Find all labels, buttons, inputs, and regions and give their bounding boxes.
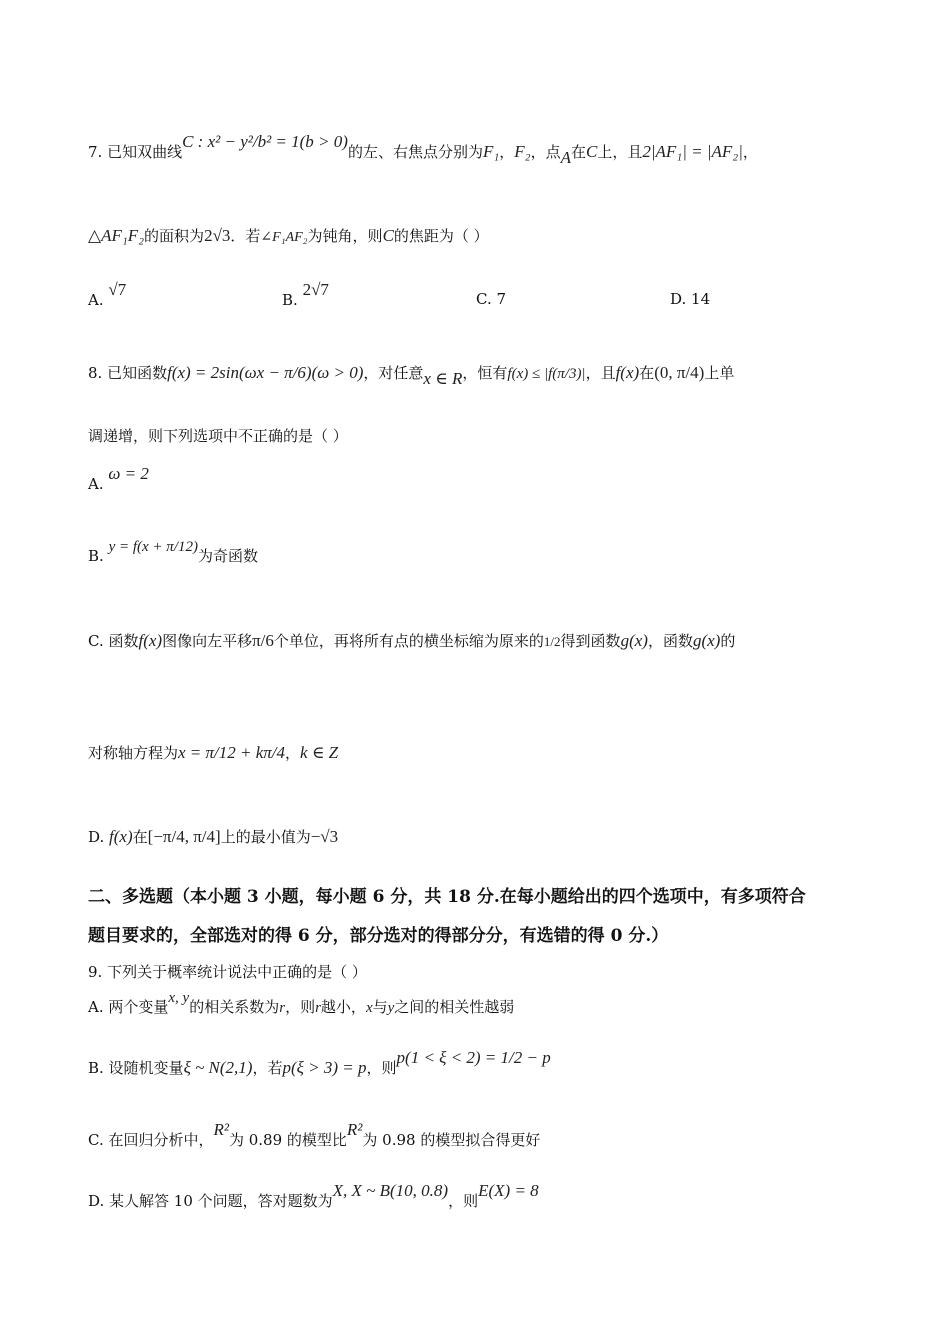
- option-math: p(ξ > 3) = p: [282, 1058, 367, 1077]
- q7-text: ，: [742, 143, 758, 161]
- option-text: 个单位，再将所有点的横坐标缩为原来的: [273, 632, 544, 650]
- q7-triangle: △AF₁F₂: [88, 226, 145, 245]
- option-label: A.: [88, 475, 104, 493]
- q7-condition: 2|AF₁| = |AF₂|: [642, 142, 743, 161]
- option-math: y = f(x + π/12): [108, 539, 198, 555]
- option-text: 与: [372, 998, 388, 1016]
- q7-text: 为钝角，则: [307, 227, 383, 245]
- option-label: D.: [88, 828, 105, 846]
- option-value: ω = 2: [108, 464, 149, 483]
- q7-option-a[interactable]: [88, 280, 127, 310]
- option-math: f(x): [138, 631, 163, 650]
- option-text: ，函数: [647, 632, 693, 650]
- q8-option-c[interactable]: [88, 630, 735, 651]
- option-text: A. 两个变量: [88, 998, 169, 1016]
- option-value: 2√7: [302, 280, 329, 299]
- option-math: f(x): [109, 827, 133, 846]
- option-math: k ∈ Z: [300, 743, 339, 762]
- option-text: 的相关系数为: [189, 998, 280, 1016]
- option-math: y: [387, 1000, 395, 1016]
- q7-text: 上，且: [597, 143, 643, 161]
- q8-text: 上单: [704, 364, 735, 382]
- q8-line2: 调递增，则下列选项中不正确的是（ ）: [88, 427, 348, 445]
- q7-angle: ∠F₁AF₂: [260, 230, 308, 245]
- option-text: 对称轴方程为: [88, 744, 179, 762]
- option-math: X, X ~ B(10, 0.8): [332, 1181, 449, 1200]
- q8-line1: [88, 363, 735, 388]
- option-text: 上的最小值为: [220, 828, 311, 846]
- q8-option-c-line2: [88, 742, 338, 763]
- q8-option-b[interactable]: [88, 539, 258, 566]
- option-label: A.: [88, 291, 104, 309]
- option-math: r: [279, 1000, 286, 1016]
- q7-text: 的焦距为（ ）: [393, 227, 489, 245]
- q8-option-d[interactable]: [88, 826, 338, 847]
- q7-text: 的左、右焦点分别为: [347, 143, 483, 161]
- option-math: p(1 < ξ < 2) = 1/2 − p: [396, 1048, 551, 1067]
- q7-text: 的面积为: [144, 227, 205, 245]
- option-math: [−π/4, π/4]: [147, 827, 221, 846]
- q9-stem: 9. 下列关于概率统计说法中正确的是（ ）: [88, 963, 367, 981]
- option-math: R²: [346, 1120, 363, 1139]
- q9-option-a[interactable]: [88, 990, 515, 1017]
- q8-interval: (0, π/4): [654, 363, 705, 382]
- option-math: r: [315, 1000, 321, 1016]
- option-value: √7: [108, 280, 127, 299]
- q9-option-c[interactable]: [88, 1120, 541, 1150]
- q8-domain: x ∈ R: [423, 369, 463, 388]
- q7-option-c[interactable]: C. 7: [476, 290, 507, 308]
- option-text: C. 在回归分析中，: [88, 1131, 214, 1149]
- option-text: ，若: [252, 1059, 283, 1077]
- q7-point-a: A: [560, 148, 571, 167]
- option-label: C. 函数: [88, 632, 139, 650]
- q7-curve-equation: C : x² − y²/b² = 1(b > 0): [182, 132, 348, 151]
- option-math: E(X) = 8: [478, 1181, 539, 1200]
- q8-text: ，且: [585, 364, 616, 382]
- option-text: 越小，: [320, 998, 366, 1016]
- option-text: 的: [720, 632, 736, 650]
- option-label: B.: [88, 547, 104, 565]
- option-math: g(x): [692, 631, 721, 650]
- q7-text: ，点: [530, 143, 561, 161]
- option-text: 得到函数: [560, 632, 621, 650]
- option-text: 为 0.89 的模型比: [228, 1131, 347, 1149]
- option-math: x = π/12 + kπ/4: [178, 743, 286, 762]
- option-math: ξ ~ N(2,1): [183, 1058, 253, 1077]
- option-text: ，则: [366, 1059, 397, 1077]
- option-text: ，则: [448, 1192, 479, 1210]
- q8-prefix: 8. 已知函数: [88, 364, 168, 382]
- q8-text: ，恒有: [462, 364, 508, 382]
- q9-option-d[interactable]: [88, 1181, 539, 1211]
- section-heading-line1: 二、多选题（本小题 3 小题，每小题 6 分，共 18 分.在每小题给出的四个选项中，有多项符合: [88, 887, 806, 907]
- q8-inequality: f(x) ≤ |f(π/3)|: [507, 366, 586, 382]
- option-label: B.: [282, 291, 298, 309]
- section-heading-line2: 题目要求的，全部选对的得 6 分，部分选对的得部分分，有选错的得 0 分.）: [88, 926, 669, 946]
- option-text: D. 某人解答 10 个问题，答对题数为: [88, 1192, 333, 1210]
- option-text: 图像向左平移: [162, 632, 253, 650]
- q8-function: f(x) = 2sin(ωx − π/6)(ω > 0): [167, 363, 364, 382]
- q7-option-d[interactable]: D. 14: [670, 290, 711, 308]
- q7-prefix: 7. 已知双曲线: [88, 143, 183, 161]
- option-text: 之间的相关性越弱: [394, 998, 515, 1016]
- q7-line2: [88, 226, 489, 248]
- q7-option-b[interactable]: [282, 280, 329, 310]
- option-text: 为奇函数: [197, 547, 258, 565]
- q8-text: 在: [639, 364, 655, 382]
- option-math: −√3: [310, 827, 339, 846]
- q7-text: ．若: [230, 227, 261, 245]
- option-math: x, y: [168, 990, 190, 1006]
- q7-line1: [88, 132, 758, 167]
- option-text: 在: [132, 828, 148, 846]
- option-text: ，: [285, 744, 301, 762]
- q7-curve-c2: C: [382, 226, 394, 245]
- q7-area: 2√3: [204, 226, 231, 245]
- option-text: 为 0.98 的模型拟合得更好: [362, 1131, 541, 1149]
- q7-text: 在: [570, 143, 586, 161]
- option-math: x: [365, 1000, 373, 1016]
- q8-text: ，对任意: [363, 364, 424, 382]
- q8-fx: f(x): [615, 363, 640, 382]
- q7-comma: ，: [499, 143, 515, 161]
- option-math: π/6: [252, 631, 274, 650]
- option-text: B. 设随机变量: [88, 1059, 184, 1077]
- option-math: 1/2: [543, 634, 561, 649]
- option-math: g(x): [620, 631, 648, 650]
- q9-option-b[interactable]: [88, 1048, 551, 1078]
- q7-f2: F₂: [514, 142, 531, 161]
- option-text: ，则: [285, 998, 316, 1016]
- option-math: R²: [213, 1120, 229, 1139]
- q8-option-a[interactable]: [88, 464, 149, 494]
- q7-curve-c: C: [585, 142, 598, 161]
- q7-f1: F₁: [482, 142, 500, 161]
